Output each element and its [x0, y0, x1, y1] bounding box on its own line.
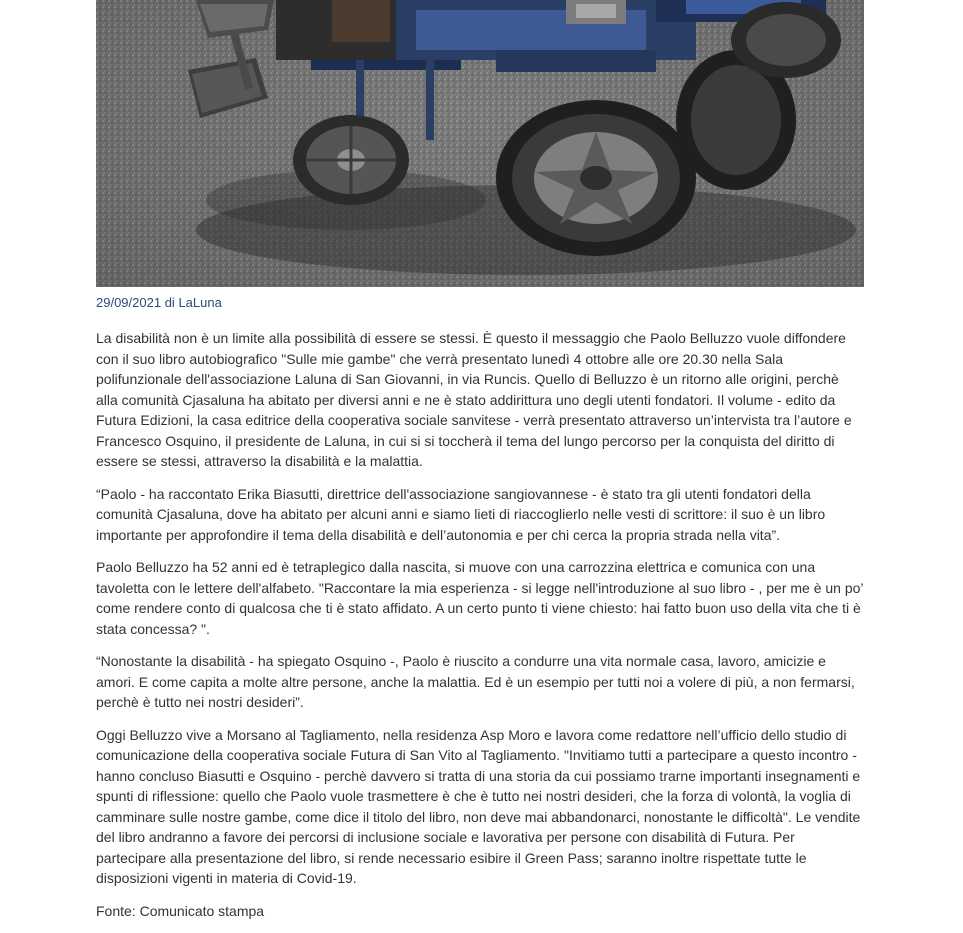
- author-link[interactable]: LaLuna: [178, 295, 222, 310]
- paragraph: Oggi Belluzzo vive a Morsano al Tagliamento, nella residenza Asp Moro e lavora come redattore nell’ufficio dello studio di comunicazione della cooperativa sociale Futura di San Vito al Tagliamento. "Invitiamo tutti a partecipare a questo incontro - hanno concluso Biasutti e Osquino - perchè davvero si tratta di una storia da cui possiamo trarne importanti insegnamenti e spunti di riflessione: quello che Paolo vuole trasmettere è che è tutto nei nostri desideri, che la forza di volontà, la voglia di camminare sulle nostre gambe, come dice il titolo del libro, non deve mai abbandonarci, nonostante le difficoltà". Le vendite del libro andranno a favore dei percorsi di inclusione sociale e lavorativa per persone con disabilità di Futura. Per partecipare alla presentazione del libro, si rende necessario esibire il Green Pass; saranno inoltre rispettate tutte le disposizioni vigenti in materia di Covid-19.: [96, 726, 861, 886]
- front-caster-wheel: [293, 115, 409, 205]
- source-note: Fonte: Comunicato stampa: [96, 902, 265, 919]
- article: [96, 0, 864, 933]
- post-date: 29/09/2021: [96, 295, 162, 310]
- paragraph: “Paolo - ha raccontato Erika Biasutti, direttrice dell'associazione sangiovannese - è stato tra gli utenti fondatori della comunità Cjasaluna, dove ha abitato per alcuni anni e siamo lieti di riaccoglierlo nelle vesti di scrittore: il suo è un libro importante per approfondire il tema della disabilità e dell’autonomia e per chi cerca la propria strada nella vita”.: [96, 485, 826, 543]
- paragraph: La disabilità non è un limite alla possibilità di essere se stessi. È questo il messaggio che Paolo Belluzzo vuole diffondere con il suo libro autobiografico "Sulle mie gambe" che verrà presentato lunedì 4 ottobre alle ore 20.30 nella Sala polifunzionale dell'associazione Laluna di San Giovanni, in via Runcis. Quello di Belluzzo è un ritorno alle origini, perchè alla comunità Cjasaluna ha abitato per diversi anni e ne è stato addirittura uno degli utenti fondatori. Il volume - edito da Futura Edizioni, la casa editrice della cooperativa sociale sanvitese - verrà presentato attraverso un’intervista tra l’autore e Francesco Osquino, il presidente de Laluna, in cui si si toccherà il tema del lungo percorso per la conquista del diritto di essere se stessi, attraverso la disabilità e la malattia.: [96, 330, 852, 469]
- post-by: di: [164, 295, 175, 310]
- rear-wheel: [496, 100, 696, 256]
- post-meta: [96, 295, 864, 311]
- article-image: [96, 0, 864, 287]
- article-body: [96, 328, 864, 921]
- paragraph: “Nonostante la disabilità - ha spiegato Osquino -, Paolo è riuscito a condurre una vita normale casa, lavoro, amicizie e amori. E come capita a molte altre persone, anche la malattia. Ed è un esempio per tutti noi a volere di più, a non fermarsi, perchè è tutto nei nostri desideri”.: [96, 653, 855, 710]
- paragraph: Paolo Belluzzo ha 52 anni ed è tetraplegico dalla nascita, si muove con una carrozzina elettrica e comunica con una tavoletta con le lettere dell'alfabeto. "Raccontare la mia esperienza - si legge nell'introduzione al suo libro - , per me è un po’ come rendere conto di qualcosa che ti è stato affidato. A un certo punto ti viene chiesto: hai fatto buon uso della vita che ti è stata concessa? ".: [96, 559, 864, 637]
